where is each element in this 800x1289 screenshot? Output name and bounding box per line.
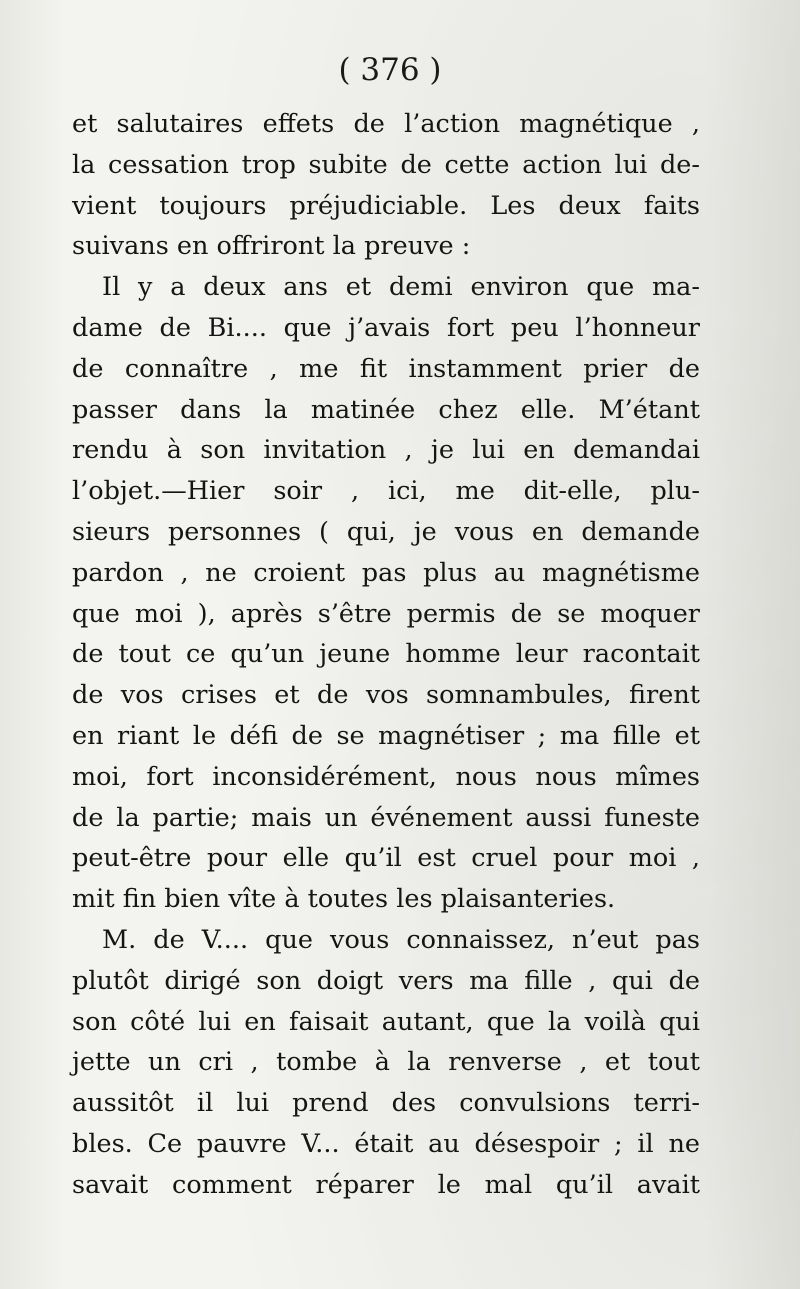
text-line: que moi ), après s’être permis de se moquer (72, 598, 700, 629)
text-line: de la partie; mais un événement aussi funeste (72, 802, 700, 833)
text-line: aussitôt il lui prend des convulsions terri- (72, 1088, 700, 1119)
page-number: ( 376 ) (338, 52, 442, 88)
text-line: suivans en offriront la preuve : (72, 231, 471, 262)
text-line: pardon , ne croient pas plus au magnétisme (72, 557, 700, 588)
text-line: jette un cri , tombe à la renverse , et tout (72, 1047, 700, 1078)
text-line: de tout ce qu’un jeune homme leur racontait (72, 639, 700, 670)
text-line: de connaître , me fit instamment prier de (72, 353, 700, 384)
text-line: en riant le défi de se magnétiser ; ma fille et (72, 720, 700, 751)
text-line: peut-être pour elle qu’il est cruel pour moi , (72, 843, 700, 874)
text-line: sieurs personnes ( qui, je vous en demande (72, 516, 700, 547)
text-line: l’objet.—Hier soir , ici, me dit-elle, plu- (72, 476, 700, 507)
text-line: M. de V.... que vous connaissez, n’eut pas (102, 924, 700, 955)
text-line: passer dans la matinée chez elle. M’étant (72, 394, 700, 425)
text-line: rendu à son invitation , je lui en demandai (72, 435, 700, 466)
text-line: et salutaires effets de l’action magnétique , (72, 109, 700, 139)
text-line: plutôt dirigé son doigt vers ma fille , qui de (72, 965, 700, 996)
text-line: bles. Ce pauvre V... était au désespoir ; il ne (72, 1128, 700, 1159)
body-text (72, 104, 700, 1206)
text-line: de vos crises et de vos somnambules, firent (72, 680, 700, 711)
text-line: son côté lui en faisait autant, que la voilà qui (72, 1006, 700, 1037)
text-line: Il y a deux ans et demi environ que ma- (102, 272, 700, 303)
text-line: savait comment réparer le mal qu’il avait (72, 1169, 700, 1200)
text-line: moi, fort inconsidérément, nous nous mîmes (72, 761, 700, 792)
text-line: la cessation trop subite de cette action lui de- (72, 149, 700, 180)
text-line: vient toujours préjudiciable. Les deux faits (72, 190, 700, 221)
text-line: dame de Bi.... que j’avais fort peu l’honneur (72, 312, 700, 343)
text-line: mit fin bien vîte à toutes les plaisanteries. (72, 884, 616, 915)
